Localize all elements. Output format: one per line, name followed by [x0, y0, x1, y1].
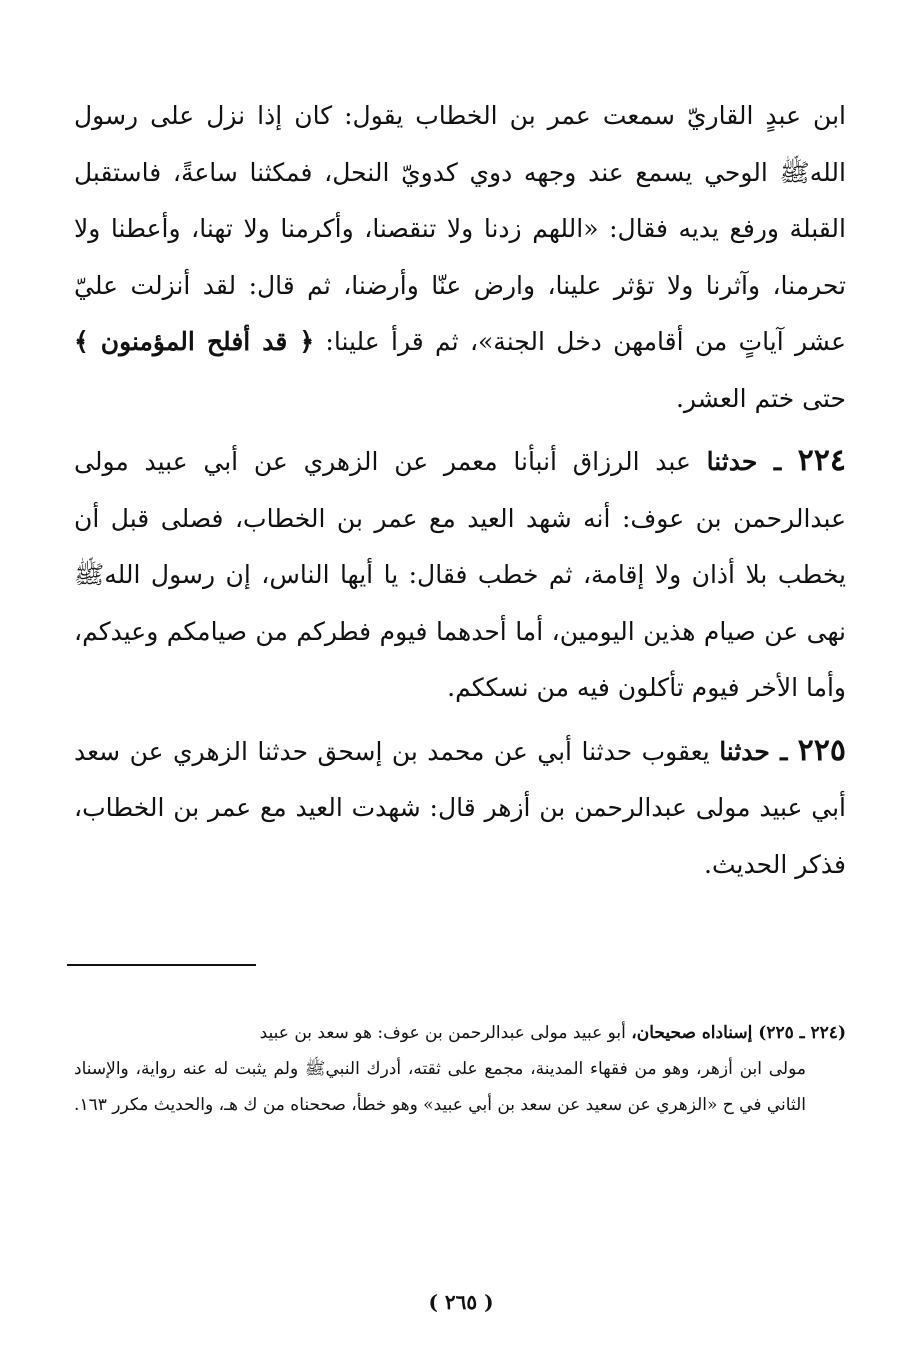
footnote-body: مولى ابن أزهر، وهو من فقهاء المدينة، مجمع على ثقته، أدرك النبيﷺ ولم يثبت له عنه رواية، والإسناد الثاني في ح «الزهري عن سعيد عن سعد بن أبي عبيد» وهو خطأ، صححناه من ك هـ، والحديث مكرر ١٦٣.	[74, 1059, 806, 1115]
hadith-number: ٢٢٥	[797, 732, 846, 768]
main-text	[74, 88, 846, 893]
hadith-text: يعقوب حدثنا أبي عن محمد بن إسحق حدثنا الزهري عن سعد أبي عبيد مولى عبدالرحمن بن أزهر قال: شهدت العيد مع عمر بن الخطاب، فذكر الحديث.	[74, 736, 846, 879]
footnote-separator	[67, 964, 256, 966]
quran-quote: ﴿ قد أفلح المؤمنون ﴾	[74, 327, 315, 356]
footnote-ref: (٢٢٤ ـ ٢٢٥)	[758, 1023, 846, 1043]
footnote-bold: إسناداه صحيحان،	[631, 1023, 759, 1043]
footnote-text: أبو عبيد مولى عبدالرحمن بن عوف: هو سعد بن عبيد	[259, 1023, 632, 1043]
footnote-line-1	[74, 1015, 846, 1051]
footnotes	[74, 1015, 846, 1123]
hadith-lead: ـ حدثنا	[719, 736, 798, 766]
hadith-text: عبد الرزاق أنبأنا معمر عن الزهري عن أبي عبيد مولى عبدالرحمن بن عوف: أنه شهد العيد مع عمر بن الخطاب، فصلى قبل أن يخطب بلا أذان ولا إقامة، ثم خطب فقال: يا أيها الناس، إن رسول اللهﷺ نهى عن صيام هذين اليومين، أما أحدهما فيوم فطركم من صيامكم وعيدكم، وأما الأخر فيوم تأكلون فيه من نسككم.	[74, 447, 846, 702]
hadith-lead: ـ حدثنا	[706, 447, 798, 476]
hadith-224	[74, 433, 846, 717]
hadith-number: ٢٢٤	[797, 443, 847, 478]
page-number: ( ٢٦٥ )	[428, 1290, 494, 1314]
paragraph-ending: حتى ختم العشر.	[675, 383, 846, 413]
hadith-225	[74, 723, 846, 894]
paragraph-text: ابن عبدٍ القاريّ سمعت عمر بن الخطاب يقول: كان إذا نزل على رسول اللهﷺ الوحي يسمع عند وجهه دوي كدويّ النحل، فمكثنا ساعةً، فاستقبل القبلة ورفع يديه فقال: «اللهم زدنا ولا تنقصنا، وأكرمنا ولا تهنا، وأعطنا ولا تحرمنا، وآثرنا ولا تؤثر علينا، وارض عنّا وأرضنا، ثم قال: لقد أنزلت عليّ عشر آياتٍ من أقامهن دخل الجنة»، ثم قرأ علينا:	[74, 101, 846, 356]
paragraph-continuation	[74, 88, 846, 427]
